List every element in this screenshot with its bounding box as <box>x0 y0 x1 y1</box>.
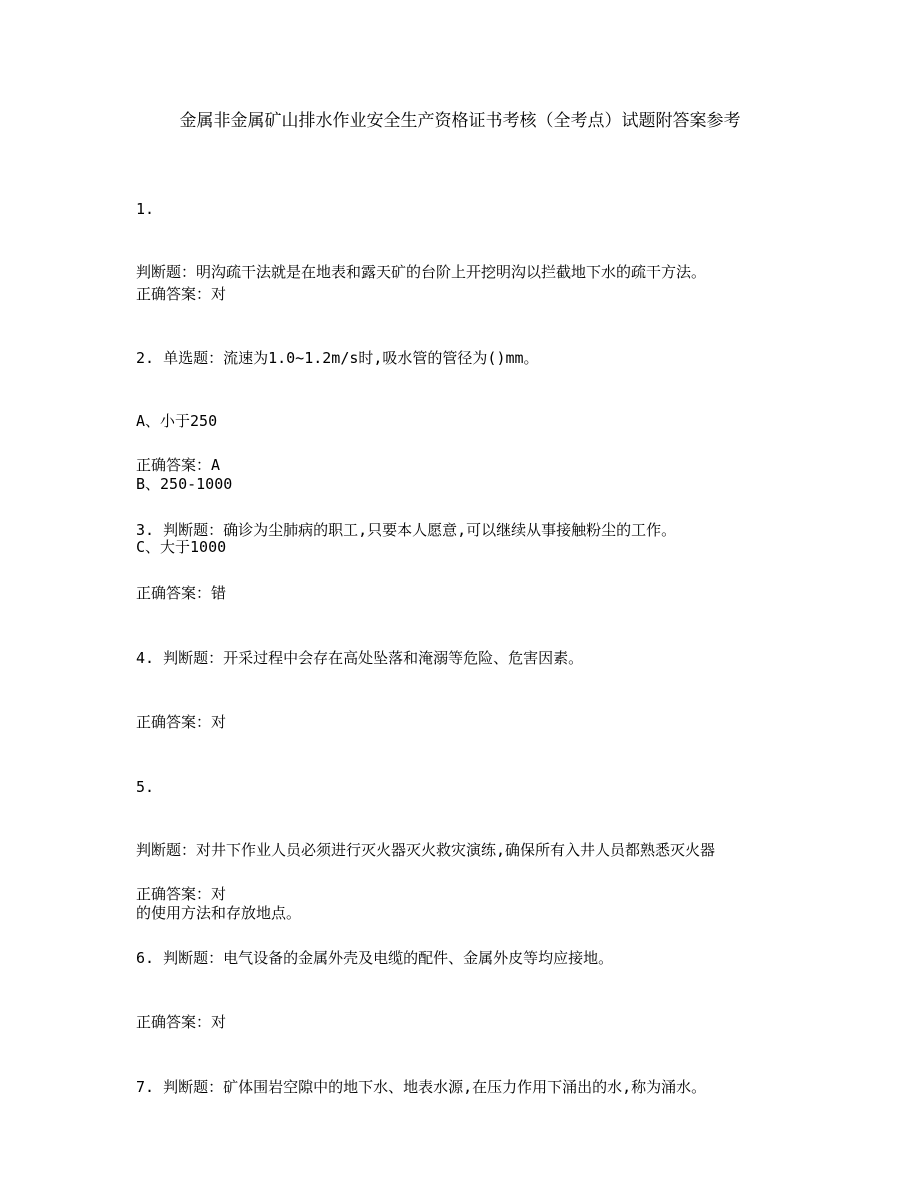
answer-text: 正确答案：对 <box>136 1013 227 1031</box>
question-stem: 4. 判断题：开采过程中会存在高处坠落和淹溺等危险、危害因素。 <box>136 649 584 667</box>
question-number: 5. <box>136 778 155 796</box>
answer-text: 正确答案：错 <box>136 584 227 602</box>
question-stem: 7. 判断题：矿体围岩空隙中的地下水、地表水源,在压力作用下涌出的水,称为涌水。 <box>136 1078 707 1096</box>
document-title: 金属非金属矿山排水作业安全生产资格证书考核（全考点）试题附答案参考 <box>179 111 741 131</box>
question-stem: 判断题：明沟疏干法就是在地表和露天矿的台阶上开挖明沟以拦截地下水的疏干方法。 <box>136 263 707 281</box>
option-c: C、大于1000 <box>136 538 227 556</box>
answer-text: 正确答案：A <box>136 456 221 474</box>
question-7 <box>136 1035 796 1140</box>
option-b: B、250-1000 <box>136 475 233 493</box>
question-stem: 6. 判断题：电气设备的金属外壳及电缆的配件、金属外皮等均应接地。 <box>136 949 614 967</box>
question-stem: 3. 判断题：确诊为尘肺病的职工,只要本人愿意,可以继续从事接触粉尘的工作。 <box>136 521 677 539</box>
answer-text: 正确答案：对 <box>136 713 227 731</box>
answer-text: 正确答案：对 <box>136 285 227 303</box>
question-stem: 判断题：对井下作业人员必须进行灭火器灭火救灾演练,确保所有入井人员都熟悉灭火器 <box>136 841 716 859</box>
answer-text: 正确答案：对 <box>136 885 227 903</box>
option-a: A、小于250 <box>136 412 218 430</box>
question-stem-continued: 的使用方法和存放地点。 <box>136 904 302 922</box>
question-number: 1. <box>136 200 155 218</box>
question-stem: 2. 单选题：流速为1.0~1.2m/s时,吸水管的管径为()mm。 <box>136 349 539 367</box>
